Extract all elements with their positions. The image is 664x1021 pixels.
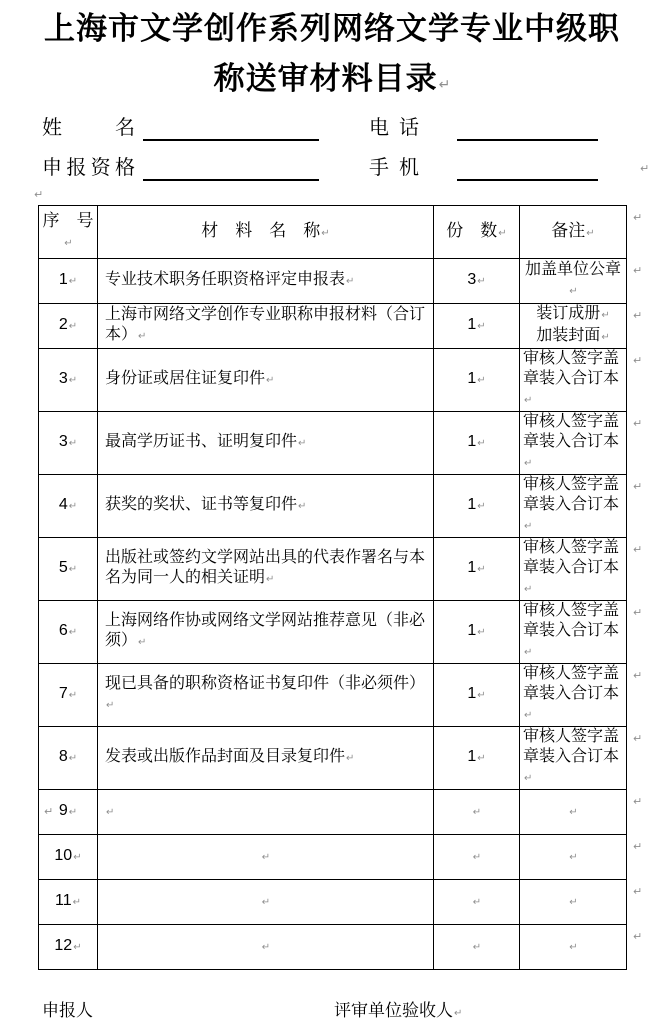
paragraph-mark-icon: ↵ [138, 637, 147, 648]
mobile-label: 手机 [369, 157, 419, 179]
page-title-line2: 称送审材料目录↵ [213, 61, 451, 96]
qualification-field[interactable] [143, 153, 319, 181]
acceptor-label: 评审单位验收人↵ [334, 1001, 463, 1020]
cell-remark: 审核人签字盖章装入合订本↵ [520, 412, 627, 475]
paragraph-mark-icon: ↵ [633, 670, 643, 682]
cell-serial-number: 5↵ [39, 538, 98, 601]
paragraph-mark-icon: ↵ [44, 806, 54, 818]
cell-copies: 3↵ [434, 259, 520, 304]
cell-remark: 审核人签字盖章装入合订本↵ [520, 475, 627, 538]
paragraph-mark-icon: ↵ [261, 942, 271, 953]
name-field[interactable] [143, 113, 319, 141]
cell-material-name[interactable] [98, 880, 434, 925]
cell-serial-number: 1↵ [39, 259, 98, 304]
cell-serial-number: 7↵ [39, 664, 98, 727]
cell-material-name: 现已具备的职称资格证书复印件（非必须件）↵ [98, 664, 434, 727]
paragraph-mark-icon: ↵ [633, 481, 643, 493]
cell-material-name[interactable] [98, 790, 434, 835]
paragraph-mark-icon: ↵ [477, 438, 486, 449]
cell-copies: 1↵ [434, 412, 520, 475]
paragraph-mark-icon: ↵ [477, 753, 486, 764]
paragraph-mark-icon: ↵ [477, 690, 486, 701]
cell-copies[interactable] [434, 880, 520, 925]
paragraph-mark-icon: ↵ [261, 897, 271, 908]
table-row [39, 304, 627, 349]
signature-line [42, 996, 664, 1021]
qualification-label: 申报资格 [42, 157, 135, 179]
paragraph-mark-icon: ↵ [633, 544, 643, 556]
paragraph-mark-icon: ↵ [472, 852, 482, 863]
paragraph-mark-icon: ↵ [524, 710, 533, 721]
cell-remark: 审核人签字盖章装入合订本↵ [520, 664, 627, 727]
paragraph-mark-icon: ↵ [498, 227, 507, 239]
header-material: 材 料 名 称↵ [98, 206, 434, 259]
cell-copies: 1↵ [434, 475, 520, 538]
paragraph-mark-icon: ↵ [72, 897, 81, 908]
paragraph-mark-icon: ↵ [569, 942, 578, 953]
paragraph-mark-icon: ↵ [68, 627, 78, 638]
cell-material-name[interactable] [98, 925, 434, 970]
cell-material-name: 出版社或签约文学网站出具的代表作署名与本名为同一人的相关证明↵ [98, 538, 434, 601]
paragraph-mark-icon: ↵ [106, 700, 115, 711]
paragraph-mark-icon: ↵ [68, 501, 78, 512]
field-row-name-phone [42, 113, 664, 141]
cell-copies: 1↵ [434, 601, 520, 664]
table-row [39, 925, 627, 970]
paragraph-mark-icon: ↵ [73, 942, 82, 953]
mobile-field[interactable] [457, 153, 598, 181]
paragraph-mark-icon: ↵ [633, 931, 643, 943]
cell-serial-number: 8↵ [39, 727, 98, 790]
table-row [39, 790, 627, 835]
paragraph-mark-icon: ↵ [569, 286, 578, 297]
table-row [39, 880, 627, 925]
paragraph-mark-icon: ↵ [454, 1008, 463, 1019]
cell-remark [520, 925, 627, 970]
paragraph-mark-icon: ↵ [438, 76, 451, 92]
cell-remark: 审核人签字盖章装入合订本↵ [520, 349, 627, 412]
paragraph-mark-icon: ↵ [477, 501, 486, 512]
header-no: 序 号↵ [39, 206, 98, 259]
materials-table-wrap [38, 205, 643, 970]
cell-copies[interactable] [434, 835, 520, 880]
paragraph-mark-icon: ↵ [298, 501, 307, 512]
cell-remark [520, 790, 627, 835]
paragraph-mark-icon: ↵ [633, 841, 643, 853]
cell-copies: 1↵ [434, 538, 520, 601]
paragraph-mark-icon: ↵ [586, 227, 595, 239]
paragraph-mark-icon: ↵ [569, 897, 578, 908]
cell-material-name[interactable] [98, 835, 434, 880]
paragraph-mark-icon: ↵ [477, 321, 486, 332]
paragraph-mark-icon: ↵ [569, 852, 578, 863]
cell-copies: 1↵ [434, 349, 520, 412]
cell-remark: 审核人签字盖章装入合订本↵ [520, 601, 627, 664]
paragraph-mark-icon: ↵ [64, 237, 73, 249]
paragraph-mark-icon: ↵ [266, 574, 275, 585]
table-row [39, 349, 627, 412]
paragraph-mark-icon: ↵ [633, 310, 643, 322]
paragraph-mark-icon: ↵ [68, 375, 78, 386]
cell-serial-number: 12↵ [39, 925, 98, 970]
paragraph-mark-icon: ↵ [261, 852, 271, 863]
cell-serial-number: 2↵ [39, 304, 98, 349]
paragraph-mark-icon: ↵ [68, 690, 78, 701]
header-remark: 备注↵ [520, 206, 627, 259]
table-row [39, 601, 627, 664]
paragraph-mark-icon: ↵ [34, 189, 44, 201]
table-row [39, 475, 627, 538]
paragraph-mark-icon: ↵ [601, 310, 610, 321]
cell-serial-number: 3↵ [39, 349, 98, 412]
table-header-row [39, 206, 627, 259]
paragraph-mark-icon: ↵ [106, 807, 115, 818]
header-copies: 份 数↵ [434, 206, 520, 259]
cell-remark: 审核人签字盖章装入合订本↵ [520, 538, 627, 601]
paragraph-mark-icon: ↵ [68, 321, 78, 332]
cell-serial-number: 6↵ [39, 601, 98, 664]
paragraph-mark-icon: ↵ [633, 733, 643, 745]
paragraph-mark-icon: ↵ [633, 796, 643, 808]
cell-copies: 1↵ [434, 727, 520, 790]
cell-serial-number: 3↵ [39, 412, 98, 475]
paragraph-mark-icon: ↵ [68, 276, 78, 287]
paragraph-mark-icon: ↵ [346, 753, 355, 764]
cell-remark: 加盖单位公章↵ [520, 259, 627, 304]
paragraph-mark-icon: ↵ [266, 375, 275, 386]
paragraph-mark-icon: ↵ [633, 886, 643, 898]
paragraph-mark-icon: ↵ [321, 227, 330, 239]
cell-remark [520, 835, 627, 880]
paragraph-mark-icon: ↵ [472, 942, 482, 953]
table-row [39, 835, 627, 880]
paragraph-mark-icon: ↵ [477, 564, 486, 575]
cell-serial-number: 10↵ [39, 835, 98, 880]
paragraph-mark-icon: ↵ [633, 265, 643, 277]
paragraph-mark-icon: ↵ [524, 584, 533, 595]
paragraph-mark-icon: ↵ [346, 276, 355, 287]
cell-copies: 1↵ [434, 304, 520, 349]
cell-remark [520, 880, 627, 925]
paragraph-mark-icon: ↵ [68, 564, 78, 575]
paragraph-mark-icon: ↵ [524, 647, 533, 658]
cell-copies[interactable] [434, 790, 520, 835]
paragraph-mark-icon: ↵ [138, 331, 147, 342]
paragraph-mark-icon: ↵ [524, 773, 533, 784]
paragraph-mark-icon: ↵ [524, 395, 533, 406]
phone-label: 电话 [369, 117, 419, 139]
cell-serial-number: 9↵ [39, 790, 98, 835]
paragraph-mark-icon: ↵ [68, 753, 78, 764]
table-row [39, 538, 627, 601]
cell-material-name: 获奖的奖状、证书等复印件↵ [98, 475, 434, 538]
cell-serial-number: 11↵ [39, 880, 98, 925]
cell-copies: 1↵ [434, 664, 520, 727]
cell-copies[interactable] [434, 925, 520, 970]
paragraph-mark-icon: ↵ [477, 375, 486, 386]
paragraph-mark-icon: ↵ [477, 276, 486, 287]
paragraph-mark-icon: ↵ [633, 607, 643, 619]
table-row [39, 412, 627, 475]
materials-table [38, 205, 627, 970]
paragraph-mark-icon: ↵ [633, 418, 643, 430]
paragraph-mark-icon: ↵ [524, 521, 533, 532]
cell-remark: 装订成册↵ 加装封面↵ [520, 304, 627, 349]
cell-material-name: 上海网络作协或网络文学网站推荐意见（非必须）↵ [98, 601, 434, 664]
cell-material-name: 最高学历证书、证明复印件↵ [98, 412, 434, 475]
applicant-label: 申报人 [42, 1001, 93, 1020]
paragraph-mark-icon: ↵ [298, 438, 307, 449]
paragraph-mark-icon: ↵ [601, 332, 610, 343]
cell-material-name: 身份证或居住证复印件↵ [98, 349, 434, 412]
page-title [0, 4, 664, 109]
paragraph-mark-icon: ↵ [633, 212, 643, 224]
cell-material-name: 专业技术职务任职资格评定申报表↵ [98, 259, 434, 304]
paragraph-mark-icon: ↵ [633, 355, 643, 367]
name-label: 姓名 [42, 117, 135, 139]
cell-remark: 审核人签字盖章装入合订本↵ [520, 727, 627, 790]
paragraph-mark-icon: ↵ [569, 807, 578, 818]
paragraph-mark-icon: ↵ [477, 627, 486, 638]
cell-serial-number: 4↵ [39, 475, 98, 538]
paragraph-mark-icon: ↵ [472, 807, 482, 818]
paragraph-mark-icon: ↵ [68, 807, 78, 818]
phone-field[interactable] [457, 113, 598, 141]
applicant-info-fields [0, 113, 664, 181]
cell-material-name: 发表或出版作品封面及目录复印件↵ [98, 727, 434, 790]
page-title-line1: 上海市文学创作系列网络文学专业中级职 [44, 11, 620, 46]
paragraph-mark-icon: ↵ [68, 438, 78, 449]
cell-material-name: 上海市网络文学创作专业职称申报材料（合订本）↵ [98, 304, 434, 349]
field-row-qualification-mobile [42, 153, 664, 181]
table-row [39, 259, 627, 304]
table-row [39, 664, 627, 727]
paragraph-mark-icon: ↵ [524, 458, 533, 469]
table-row [39, 727, 627, 790]
paragraph-mark-icon: ↵ [73, 852, 82, 863]
paragraph-mark-icon: ↵ [640, 163, 650, 175]
paragraph-mark-icon: ↵ [472, 897, 482, 908]
